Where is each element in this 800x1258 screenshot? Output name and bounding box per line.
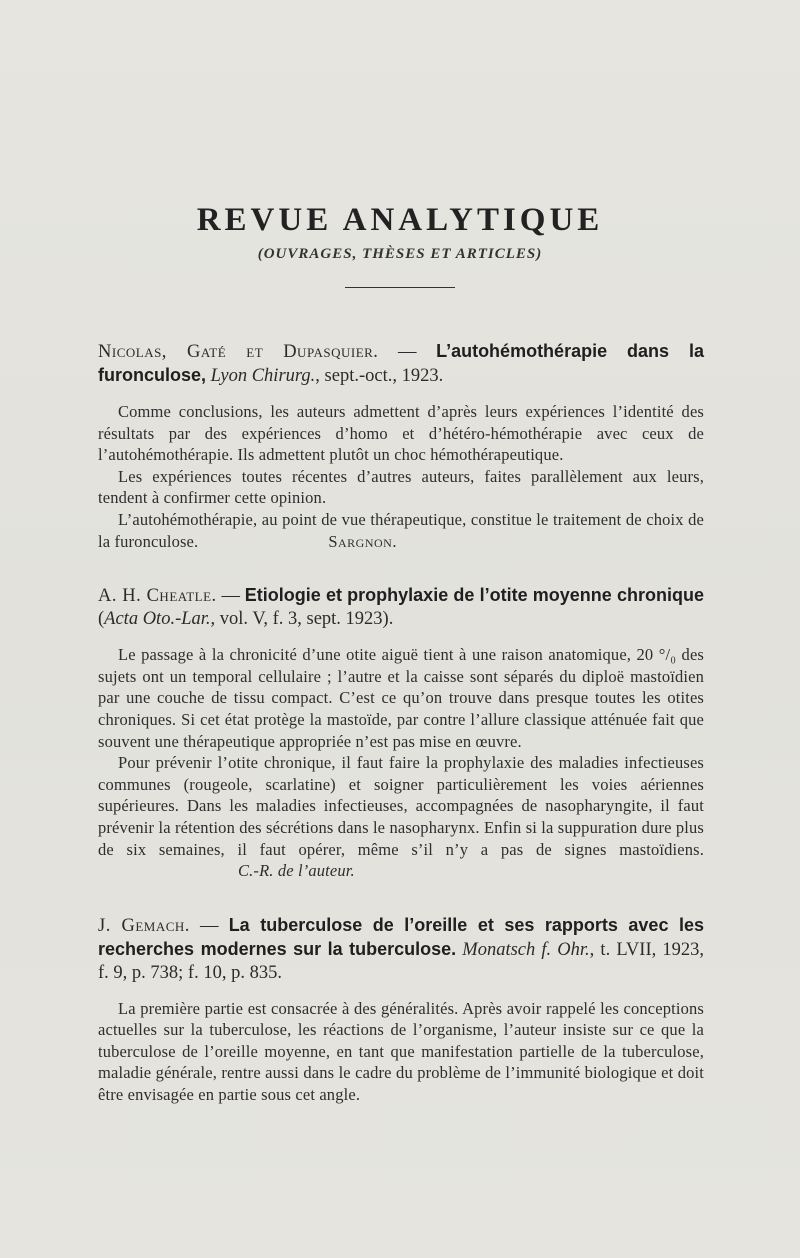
page-title: REVUE ANALYTIQUE bbox=[196, 202, 604, 238]
entry-dash: — bbox=[378, 342, 437, 362]
entry-citation: , vol. V, f. 3, sept. 1923). bbox=[210, 609, 394, 630]
entry-paragraph: Le passage à la chronicité d’une otite aiguë tient à une raison anatomique, 20 °/₀ des sujets ont un temporal cellulaire ; l’autre et la caisse sont séparés du diploë mastoïdien par une couche de tissu compact. C’est ce qu’on trouve dans presque toutes les otites chroniques. Si cet état protège la mastoïde, par contre l’allure classique atténuée fait que souvent une thérapeutique appropriée n’est pas mise en œuvre. bbox=[98, 645, 704, 751]
entry-heading bbox=[98, 914, 704, 985]
entry-paragraph-signed bbox=[98, 752, 704, 882]
entry-citation: , sept.-oct., 1923. bbox=[315, 366, 444, 386]
entry-paragraph: La première partie est consacrée à des généralités. Après avoir rappelé les conceptions actuelles sur la tuberculose, les réactions de l’organisme, l’auteur insiste sur ce que la tuberculose de l’oreille moyenne, en tant que manifestation partielle de la tuberculose, maladie générale, rentre aussi dans le cadre du problème de l’immunité biologique et doit être envisagée en partie sous cet angle. bbox=[98, 998, 704, 1105]
entry-dash: — bbox=[189, 915, 229, 936]
entry-journal: Acta Oto.-Lar. bbox=[104, 609, 211, 630]
entry-dash: — bbox=[216, 586, 245, 607]
entry-authors: J. Gemach. bbox=[98, 915, 190, 936]
review-content bbox=[98, 340, 704, 1124]
entry-title: La tuberculose de l’oreille et ses rapports avec les recherches modernes sur la tuberculose. bbox=[98, 914, 704, 959]
entry-signature: C.-R. de l’auteur. bbox=[238, 861, 355, 881]
entry-journal: Lyon Chirurg. bbox=[210, 366, 316, 386]
header-divider bbox=[345, 287, 455, 288]
entry-title: L’autohémothérapie dans la furonculose, bbox=[98, 341, 704, 385]
entry-paragraph-text: Pour prévenir l’otite chronique, il faut faire la prophylaxie des maladies infectieuses communes (rougeole, scarlatine) et soigner particulièrement les voies aériennes supérieures. Dans les maladies infectieuses, accompagnées de nasopharyngite, il faut prévenir la rétention des sécrétions dans le nasopharynx. Enfin si la suppuration dure plus de six semaines, il faut opérer, même s’il n’y a pas de signes mastoïdiens. bbox=[98, 753, 704, 859]
review-entry bbox=[98, 340, 704, 552]
entry-authors: Nicolas, Gaté et Dupasquier. bbox=[98, 342, 379, 362]
page-header bbox=[0, 200, 800, 288]
entry-title: Etiologie et prophylaxie de l’otite moyenne chronique bbox=[244, 585, 704, 606]
entry-authors: A. H. Cheatle. bbox=[98, 586, 217, 607]
entry-journal: Monatsch f. Ohr. bbox=[462, 939, 590, 960]
page-subtitle: (OUVRAGES, THÈSES ET ARTICLES) bbox=[257, 246, 543, 262]
entry-citation: , t. LVII, 1923, f. 9, p. 738; f. 10, p. 835. bbox=[98, 939, 704, 983]
entry-paragraph-text: L’autohémothérapie, au point de vue thérapeutique, constitue le traitement de choix de la furonculose. bbox=[98, 509, 704, 551]
entry-paragraph: Comme conclusions, les auteurs admettent d’après leurs expériences l’identité des résultats par des expériences d’homo et d’hétéro-hémothérapie avec ceux de l’autohémothérapie. Ils admettent plutôt un choc hémothérapeutique. bbox=[98, 402, 704, 465]
entry-paragraph-signed bbox=[98, 509, 704, 552]
entry-journal-open: ( bbox=[98, 609, 105, 630]
review-entry bbox=[98, 914, 704, 1106]
entry-heading bbox=[98, 584, 704, 631]
entry-paragraph: Les expériences toutes récentes d’autres auteurs, faites parallèlement aux leurs, tendent à confirmer cette opinion. bbox=[98, 466, 704, 508]
entry-signature: Sargnon. bbox=[328, 531, 397, 551]
review-entry bbox=[98, 584, 704, 882]
entry-heading bbox=[98, 340, 704, 388]
